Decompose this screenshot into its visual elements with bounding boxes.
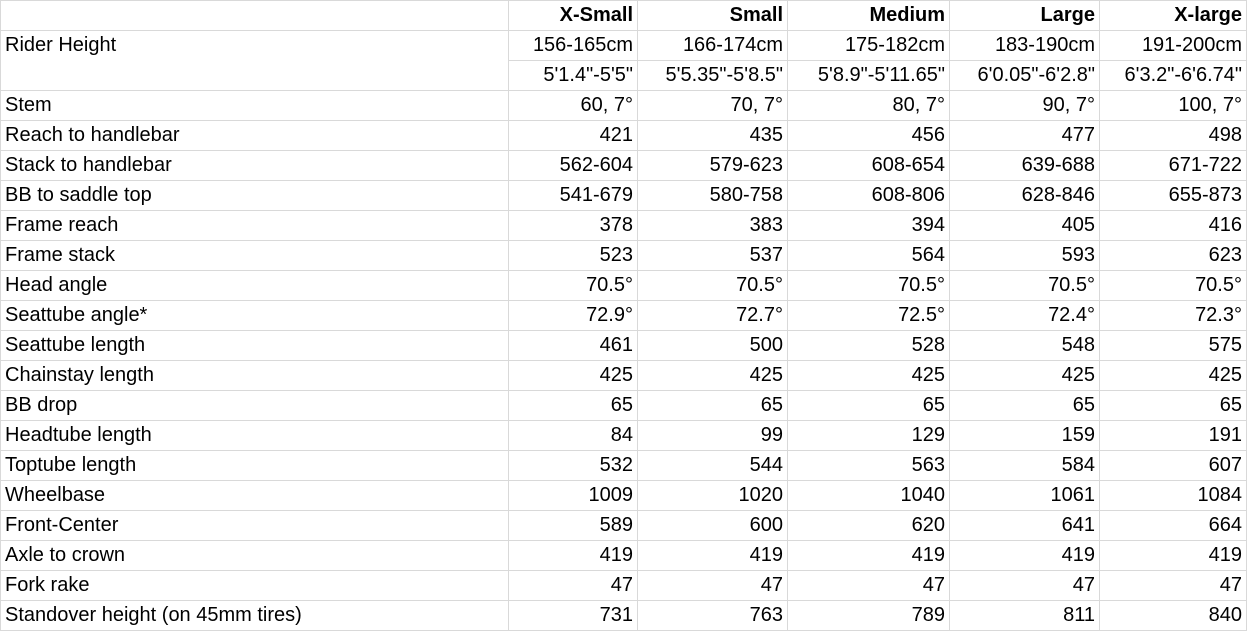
value-cell: 1084 <box>1100 481 1247 511</box>
row-label: Chainstay length <box>1 361 509 391</box>
value-cell: 129 <box>788 421 950 451</box>
table-row <box>1 121 1247 151</box>
table-row <box>1 331 1247 361</box>
value-cell: 580-758 <box>638 181 788 211</box>
value-cell: 419 <box>509 541 638 571</box>
value-cell: 600 <box>638 511 788 541</box>
rider-height-ft-cell: 5'5.35"-5'8.5" <box>638 61 788 91</box>
value-cell: 671-722 <box>1100 151 1247 181</box>
value-cell: 72.7° <box>638 301 788 331</box>
value-cell: 563 <box>788 451 950 481</box>
row-label: Axle to crown <box>1 541 509 571</box>
value-cell: 72.3° <box>1100 301 1247 331</box>
value-cell: 421 <box>509 121 638 151</box>
row-label: Frame stack <box>1 241 509 271</box>
header-size-small: Small <box>638 1 788 31</box>
value-cell: 70.5° <box>788 271 950 301</box>
value-cell: 65 <box>788 391 950 421</box>
value-cell: 72.4° <box>950 301 1100 331</box>
value-cell: 811 <box>950 601 1100 631</box>
value-cell: 47 <box>950 571 1100 601</box>
row-label: Headtube length <box>1 421 509 451</box>
header-size-medium: Medium <box>788 1 950 31</box>
value-cell: 72.5° <box>788 301 950 331</box>
row-label: Toptube length <box>1 451 509 481</box>
table-row <box>1 181 1247 211</box>
value-cell: 65 <box>950 391 1100 421</box>
header-size-xsmall: X-Small <box>509 1 638 31</box>
value-cell: 425 <box>950 361 1100 391</box>
header-corner <box>1 1 509 31</box>
row-label: Stem <box>1 91 509 121</box>
value-cell: 620 <box>788 511 950 541</box>
value-cell: 65 <box>1100 391 1247 421</box>
header-size-xlarge: X-large <box>1100 1 1247 31</box>
row-label: Wheelbase <box>1 481 509 511</box>
value-cell: 456 <box>788 121 950 151</box>
value-cell: 47 <box>509 571 638 601</box>
row-label: Head angle <box>1 271 509 301</box>
row-label: Reach to handlebar <box>1 121 509 151</box>
value-cell: 607 <box>1100 451 1247 481</box>
value-cell: 579-623 <box>638 151 788 181</box>
rider-height-cm-cell: 175-182cm <box>788 31 950 61</box>
value-cell: 1040 <box>788 481 950 511</box>
value-cell: 763 <box>638 601 788 631</box>
value-cell: 541-679 <box>509 181 638 211</box>
value-cell: 70.5° <box>1100 271 1247 301</box>
value-cell: 1020 <box>638 481 788 511</box>
table-row <box>1 301 1247 331</box>
table-row <box>1 271 1247 301</box>
value-cell: 789 <box>788 601 950 631</box>
rider-height-cm-cell: 156-165cm <box>509 31 638 61</box>
header-row <box>1 1 1247 31</box>
table-row <box>1 391 1247 421</box>
value-cell: 544 <box>638 451 788 481</box>
value-cell: 589 <box>509 511 638 541</box>
value-cell: 500 <box>638 331 788 361</box>
value-cell: 70, 7° <box>638 91 788 121</box>
row-label: Front-Center <box>1 511 509 541</box>
value-cell: 70.5° <box>950 271 1100 301</box>
value-cell: 564 <box>788 241 950 271</box>
value-cell: 584 <box>950 451 1100 481</box>
value-cell: 840 <box>1100 601 1247 631</box>
value-cell: 575 <box>1100 331 1247 361</box>
value-cell: 378 <box>509 211 638 241</box>
value-cell: 394 <box>788 211 950 241</box>
value-cell: 405 <box>950 211 1100 241</box>
value-cell: 655-873 <box>1100 181 1247 211</box>
value-cell: 628-846 <box>950 181 1100 211</box>
table-row <box>1 361 1247 391</box>
value-cell: 419 <box>1100 541 1247 571</box>
table-row <box>1 601 1247 631</box>
value-cell: 65 <box>638 391 788 421</box>
value-cell: 84 <box>509 421 638 451</box>
rider-height-row <box>1 31 1247 61</box>
row-label: Seattube length <box>1 331 509 361</box>
value-cell: 383 <box>638 211 788 241</box>
value-cell: 425 <box>788 361 950 391</box>
rider-height-ft-cell: 5'1.4"-5'5" <box>509 61 638 91</box>
value-cell: 593 <box>950 241 1100 271</box>
table-row <box>1 511 1247 541</box>
value-cell: 425 <box>509 361 638 391</box>
table-row <box>1 571 1247 601</box>
rider-height-cm-cell: 166-174cm <box>638 31 788 61</box>
row-label: BB drop <box>1 391 509 421</box>
row-label: Stack to handlebar <box>1 151 509 181</box>
value-cell: 47 <box>788 571 950 601</box>
rider-height-cm-cell: 183-190cm <box>950 31 1100 61</box>
value-cell: 100, 7° <box>1100 91 1247 121</box>
value-cell: 562-604 <box>509 151 638 181</box>
table-row <box>1 151 1247 181</box>
value-cell: 60, 7° <box>509 91 638 121</box>
table-row <box>1 421 1247 451</box>
value-cell: 419 <box>788 541 950 571</box>
value-cell: 425 <box>638 361 788 391</box>
value-cell: 159 <box>950 421 1100 451</box>
value-cell: 461 <box>509 331 638 361</box>
rider-height-ft-cell: 5'8.9"-5'11.65" <box>788 61 950 91</box>
table-row <box>1 241 1247 271</box>
value-cell: 608-806 <box>788 181 950 211</box>
value-cell: 537 <box>638 241 788 271</box>
row-label: BB to saddle top <box>1 181 509 211</box>
table-row <box>1 481 1247 511</box>
value-cell: 419 <box>950 541 1100 571</box>
row-label: Standover height (on 45mm tires) <box>1 601 509 631</box>
row-label: Frame reach <box>1 211 509 241</box>
value-cell: 608-654 <box>788 151 950 181</box>
value-cell: 435 <box>638 121 788 151</box>
value-cell: 523 <box>509 241 638 271</box>
value-cell: 1061 <box>950 481 1100 511</box>
rider-height-ft-cell: 6'0.05"-6'2.8" <box>950 61 1100 91</box>
value-cell: 65 <box>509 391 638 421</box>
table-row <box>1 211 1247 241</box>
value-cell: 416 <box>1100 211 1247 241</box>
table-row <box>1 451 1247 481</box>
value-cell: 623 <box>1100 241 1247 271</box>
value-cell: 47 <box>638 571 788 601</box>
value-cell: 99 <box>638 421 788 451</box>
row-label: Rider Height <box>1 31 509 91</box>
value-cell: 425 <box>1100 361 1247 391</box>
table-row <box>1 91 1247 121</box>
value-cell: 641 <box>950 511 1100 541</box>
value-cell: 90, 7° <box>950 91 1100 121</box>
value-cell: 664 <box>1100 511 1247 541</box>
value-cell: 532 <box>509 451 638 481</box>
table-row <box>1 541 1247 571</box>
value-cell: 639-688 <box>950 151 1100 181</box>
rider-height-ft-cell: 6'3.2"-6'6.74" <box>1100 61 1247 91</box>
value-cell: 80, 7° <box>788 91 950 121</box>
row-label: Fork rake <box>1 571 509 601</box>
rider-height-cm-cell: 191-200cm <box>1100 31 1247 61</box>
value-cell: 191 <box>1100 421 1247 451</box>
value-cell: 477 <box>950 121 1100 151</box>
value-cell: 419 <box>638 541 788 571</box>
value-cell: 70.5° <box>638 271 788 301</box>
value-cell: 47 <box>1100 571 1247 601</box>
value-cell: 548 <box>950 331 1100 361</box>
value-cell: 1009 <box>509 481 638 511</box>
value-cell: 498 <box>1100 121 1247 151</box>
header-size-large: Large <box>950 1 1100 31</box>
value-cell: 528 <box>788 331 950 361</box>
value-cell: 72.9° <box>509 301 638 331</box>
value-cell: 731 <box>509 601 638 631</box>
value-cell: 70.5° <box>509 271 638 301</box>
row-label: Seattube angle* <box>1 301 509 331</box>
